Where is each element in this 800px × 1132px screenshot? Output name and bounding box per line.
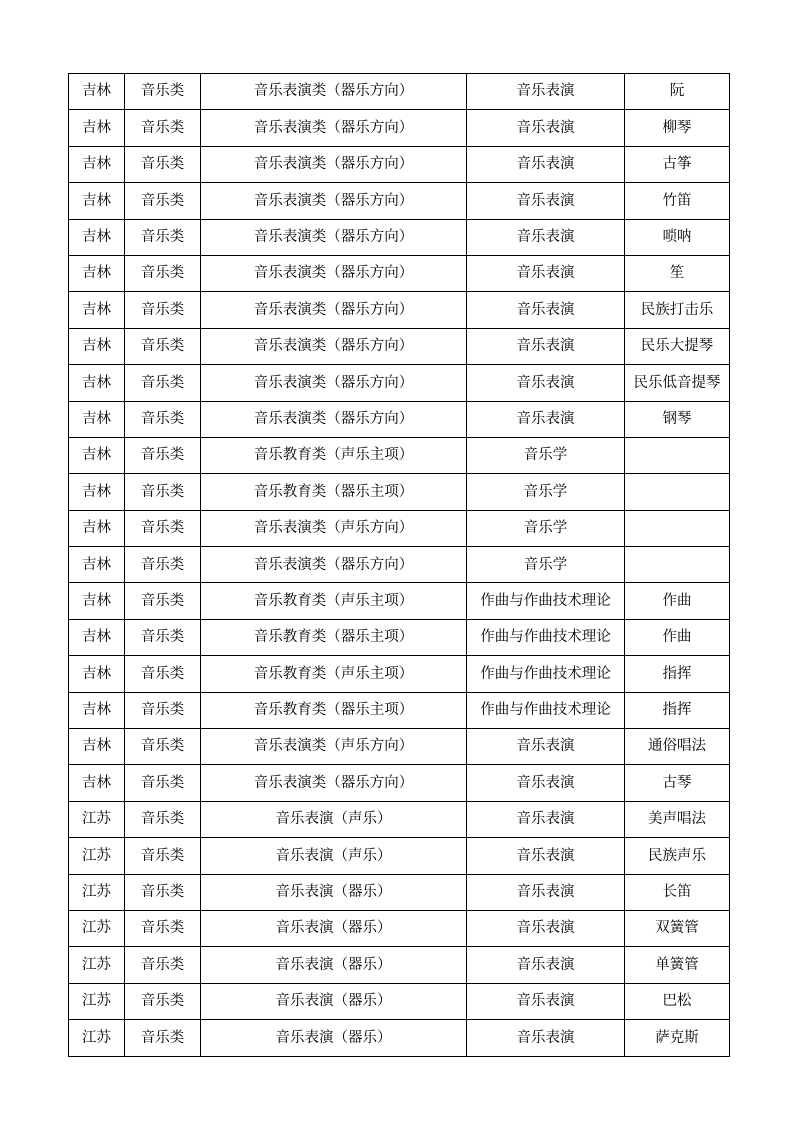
exam-type-cell: 音乐表演（器乐）	[201, 947, 467, 983]
category-cell: 音乐类	[125, 983, 201, 1019]
category-cell: 音乐类	[125, 729, 201, 765]
major-cell: 音乐表演	[467, 765, 625, 801]
exam-type-cell: 音乐教育类（器乐主项）	[201, 692, 467, 728]
direction-cell: 指挥	[625, 692, 730, 728]
exam-type-cell: 音乐表演（器乐）	[201, 1020, 467, 1056]
major-cell: 音乐表演	[467, 1020, 625, 1056]
province-cell: 吉林	[69, 510, 125, 546]
exam-type-cell: 音乐表演类（声乐方向）	[201, 729, 467, 765]
province-cell: 江苏	[69, 1020, 125, 1056]
category-cell: 音乐类	[125, 183, 201, 219]
direction-cell: 作曲	[625, 583, 730, 619]
province-cell: 吉林	[69, 255, 125, 291]
direction-cell: 唢呐	[625, 219, 730, 255]
direction-cell	[625, 474, 730, 510]
exam-type-cell: 音乐表演类（器乐方向）	[201, 183, 467, 219]
direction-cell: 民乐大提琴	[625, 328, 730, 364]
category-cell: 音乐类	[125, 365, 201, 401]
direction-cell	[625, 547, 730, 583]
province-cell: 江苏	[69, 874, 125, 910]
table-row	[69, 874, 730, 910]
province-cell: 吉林	[69, 692, 125, 728]
data-table	[68, 73, 730, 1057]
direction-cell: 民乐低音提琴	[625, 365, 730, 401]
major-cell: 作曲与作曲技术理论	[467, 583, 625, 619]
exam-type-cell: 音乐教育类（器乐主项）	[201, 619, 467, 655]
province-cell: 吉林	[69, 547, 125, 583]
table-row	[69, 474, 730, 510]
major-cell: 音乐表演	[467, 365, 625, 401]
table-body	[69, 74, 730, 1057]
table-row	[69, 255, 730, 291]
table-row	[69, 838, 730, 874]
major-cell: 音乐表演	[467, 183, 625, 219]
exam-type-cell: 音乐表演（声乐）	[201, 838, 467, 874]
table-row	[69, 656, 730, 692]
direction-cell: 竹笛	[625, 183, 730, 219]
major-cell: 音乐表演	[467, 219, 625, 255]
province-cell: 吉林	[69, 474, 125, 510]
category-cell: 音乐类	[125, 656, 201, 692]
table-row	[69, 365, 730, 401]
table-row	[69, 910, 730, 946]
direction-cell: 萨克斯	[625, 1020, 730, 1056]
category-cell: 音乐类	[125, 838, 201, 874]
exam-type-cell: 音乐教育类（器乐主项）	[201, 474, 467, 510]
direction-cell: 指挥	[625, 656, 730, 692]
major-cell: 音乐学	[467, 547, 625, 583]
major-cell: 音乐学	[467, 437, 625, 473]
province-cell: 吉林	[69, 619, 125, 655]
province-cell: 吉林	[69, 146, 125, 182]
table-row	[69, 801, 730, 837]
province-cell: 吉林	[69, 765, 125, 801]
direction-cell: 双簧管	[625, 910, 730, 946]
category-cell: 音乐类	[125, 146, 201, 182]
exam-type-cell: 音乐教育类（声乐主项）	[201, 656, 467, 692]
category-cell: 音乐类	[125, 765, 201, 801]
table-row	[69, 729, 730, 765]
table-row	[69, 219, 730, 255]
direction-cell: 钢琴	[625, 401, 730, 437]
category-cell: 音乐类	[125, 255, 201, 291]
exam-type-cell: 音乐表演类（器乐方向）	[201, 110, 467, 146]
direction-cell: 古筝	[625, 146, 730, 182]
major-cell: 音乐学	[467, 510, 625, 546]
table-row	[69, 183, 730, 219]
province-cell: 吉林	[69, 110, 125, 146]
category-cell: 音乐类	[125, 474, 201, 510]
direction-cell: 笙	[625, 255, 730, 291]
category-cell: 音乐类	[125, 1020, 201, 1056]
major-cell: 音乐表演	[467, 401, 625, 437]
table-row	[69, 583, 730, 619]
major-cell: 音乐表演	[467, 110, 625, 146]
major-cell: 音乐表演	[467, 328, 625, 364]
table-row	[69, 74, 730, 110]
province-cell: 吉林	[69, 729, 125, 765]
direction-cell	[625, 510, 730, 546]
province-cell: 吉林	[69, 583, 125, 619]
exam-type-cell: 音乐表演类（器乐方向）	[201, 401, 467, 437]
exam-type-cell: 音乐表演（器乐）	[201, 983, 467, 1019]
direction-cell: 民族打击乐	[625, 292, 730, 328]
exam-type-cell: 音乐表演类（器乐方向）	[201, 74, 467, 110]
major-cell: 音乐表演	[467, 729, 625, 765]
exam-type-cell: 音乐表演类（器乐方向）	[201, 255, 467, 291]
province-cell: 吉林	[69, 656, 125, 692]
category-cell: 音乐类	[125, 692, 201, 728]
province-cell: 吉林	[69, 74, 125, 110]
exam-type-cell: 音乐表演类（器乐方向）	[201, 328, 467, 364]
direction-cell: 长笛	[625, 874, 730, 910]
table-row	[69, 547, 730, 583]
province-cell: 江苏	[69, 838, 125, 874]
major-cell: 作曲与作曲技术理论	[467, 656, 625, 692]
major-cell: 音乐表演	[467, 983, 625, 1019]
province-cell: 吉林	[69, 328, 125, 364]
major-cell: 音乐表演	[467, 947, 625, 983]
exam-type-cell: 音乐表演类（器乐方向）	[201, 292, 467, 328]
exam-type-cell: 音乐表演类（器乐方向）	[201, 547, 467, 583]
major-cell: 音乐学	[467, 474, 625, 510]
exam-type-cell: 音乐表演类（声乐方向）	[201, 510, 467, 546]
direction-cell: 单簧管	[625, 947, 730, 983]
category-cell: 音乐类	[125, 110, 201, 146]
table-row	[69, 510, 730, 546]
direction-cell: 美声唱法	[625, 801, 730, 837]
direction-cell: 古琴	[625, 765, 730, 801]
category-cell: 音乐类	[125, 583, 201, 619]
province-cell: 吉林	[69, 365, 125, 401]
major-cell: 音乐表演	[467, 874, 625, 910]
direction-cell: 作曲	[625, 619, 730, 655]
major-cell: 音乐表演	[467, 801, 625, 837]
table-row	[69, 437, 730, 473]
province-cell: 江苏	[69, 947, 125, 983]
exam-type-cell: 音乐表演类（器乐方向）	[201, 765, 467, 801]
major-cell: 音乐表演	[467, 146, 625, 182]
direction-cell: 民族声乐	[625, 838, 730, 874]
category-cell: 音乐类	[125, 947, 201, 983]
province-cell: 吉林	[69, 437, 125, 473]
table-row	[69, 983, 730, 1019]
province-cell: 江苏	[69, 983, 125, 1019]
category-cell: 音乐类	[125, 437, 201, 473]
table-row	[69, 765, 730, 801]
exam-type-cell: 音乐教育类（声乐主项）	[201, 437, 467, 473]
category-cell: 音乐类	[125, 547, 201, 583]
table-row	[69, 328, 730, 364]
major-cell: 音乐表演	[467, 910, 625, 946]
table-row	[69, 947, 730, 983]
category-cell: 音乐类	[125, 292, 201, 328]
table-row	[69, 692, 730, 728]
province-cell: 吉林	[69, 183, 125, 219]
direction-cell: 巴松	[625, 983, 730, 1019]
category-cell: 音乐类	[125, 510, 201, 546]
category-cell: 音乐类	[125, 74, 201, 110]
category-cell: 音乐类	[125, 401, 201, 437]
exam-type-cell: 音乐表演（器乐）	[201, 874, 467, 910]
category-cell: 音乐类	[125, 801, 201, 837]
province-cell: 吉林	[69, 219, 125, 255]
province-cell: 吉林	[69, 292, 125, 328]
category-cell: 音乐类	[125, 910, 201, 946]
category-cell: 音乐类	[125, 619, 201, 655]
table-row	[69, 401, 730, 437]
table-row	[69, 1020, 730, 1056]
direction-cell: 通俗唱法	[625, 729, 730, 765]
table-row	[69, 110, 730, 146]
major-cell: 音乐表演	[467, 74, 625, 110]
table-row	[69, 292, 730, 328]
province-cell: 江苏	[69, 801, 125, 837]
exam-type-cell: 音乐表演类（器乐方向）	[201, 365, 467, 401]
table-row	[69, 619, 730, 655]
exam-type-cell: 音乐表演（器乐）	[201, 910, 467, 946]
major-cell: 作曲与作曲技术理论	[467, 619, 625, 655]
province-cell: 吉林	[69, 401, 125, 437]
major-cell: 音乐表演	[467, 838, 625, 874]
direction-cell	[625, 437, 730, 473]
table-row	[69, 146, 730, 182]
category-cell: 音乐类	[125, 874, 201, 910]
province-cell: 江苏	[69, 910, 125, 946]
direction-cell: 柳琴	[625, 110, 730, 146]
category-cell: 音乐类	[125, 219, 201, 255]
exam-type-cell: 音乐表演类（器乐方向）	[201, 219, 467, 255]
exam-type-cell: 音乐表演（声乐）	[201, 801, 467, 837]
exam-type-cell: 音乐教育类（声乐主项）	[201, 583, 467, 619]
direction-cell: 阮	[625, 74, 730, 110]
major-cell: 作曲与作曲技术理论	[467, 692, 625, 728]
category-cell: 音乐类	[125, 328, 201, 364]
major-cell: 音乐表演	[467, 292, 625, 328]
major-cell: 音乐表演	[467, 255, 625, 291]
exam-type-cell: 音乐表演类（器乐方向）	[201, 146, 467, 182]
